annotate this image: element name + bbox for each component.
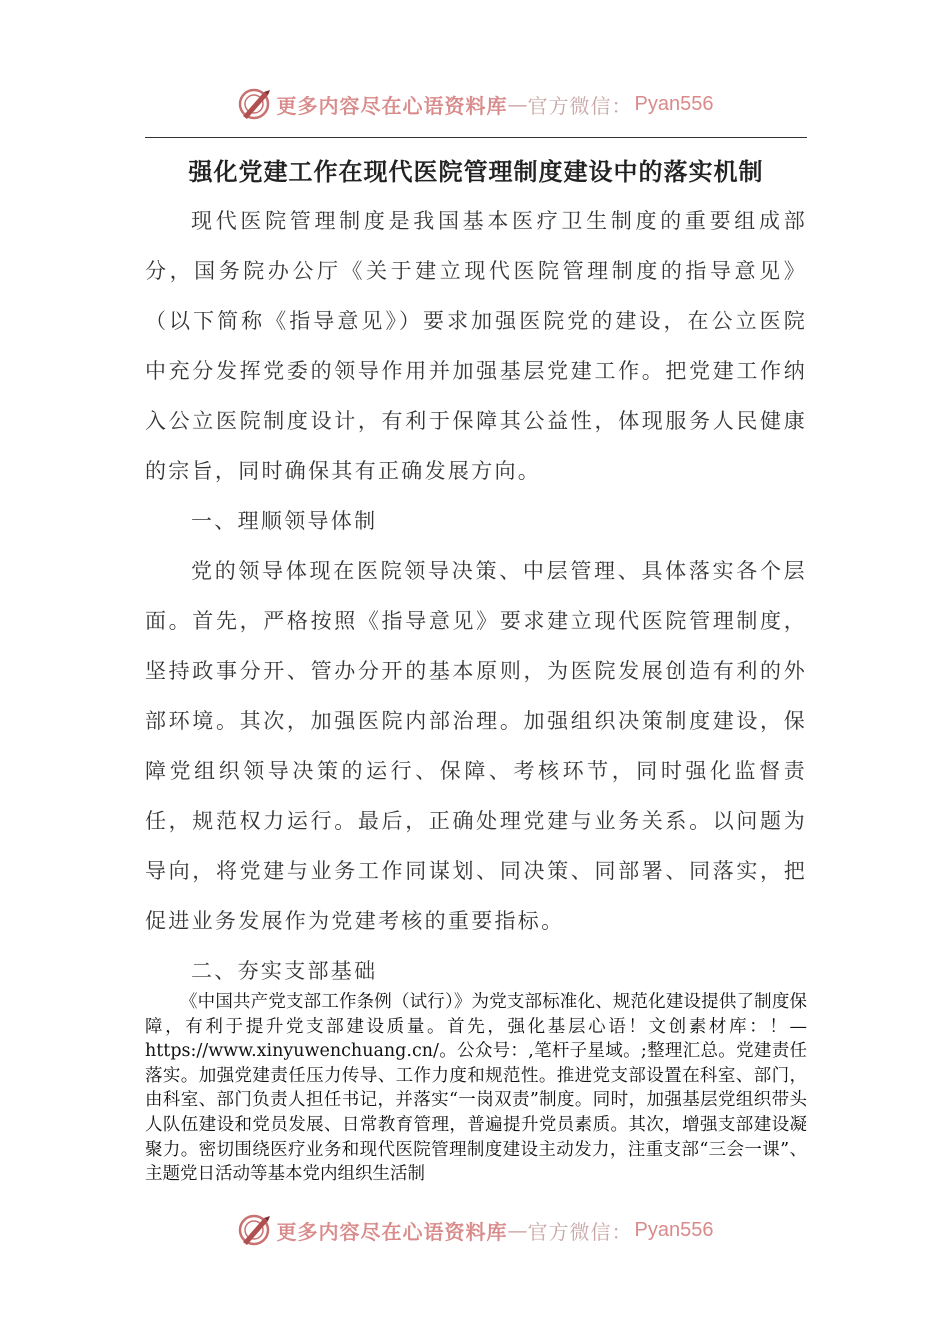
section-2-paragraph: 《中国共产党支部工作条例（试行）》为党支部标准化、规范化建设提供了制度保障，有利于提升党支部建设质量。首先，强化基层心语！文创素材库：！—https://www.xinyuwenchuang.cn/。公众号：,笔杆子星域。;整理汇总。党建责任落实。加强党建责任压力传导、工作力度和规范性。推进党支部设置在科室、部门，由科室、部门负责人担任书记，并落实“一岗双责”制度。同时，加强基层党组织带头人队伍建设和党员发展、日常教育管理，普遍提升党员素质。其次，增强支部建设凝聚力。密切围绕医疗业务和现代医院管理制度建设主动发力，注重支部“三会一课”、主题党日活动等基本党内组织生活制 [145, 992, 807, 1185]
banner-main-text: 更多内容尽在心语资料库 [276, 1219, 508, 1244]
document-body-small [145, 990, 807, 1187]
pen-logo-icon [237, 1212, 273, 1248]
footer-banner [0, 1206, 950, 1254]
banner-wechat-id: Pyan556 [634, 1218, 714, 1241]
banner-main-text: 更多内容尽在心语资料库 [276, 93, 508, 118]
banner-separator: — [507, 1218, 528, 1242]
intro-paragraph: 现代医院管理制度是我国基本医疗卫生制度的重要组成部分，国务院办公厅《关于建立现代医院管理制度的指导意见》（以下简称《指导意见》）要求加强医院党的建设，在公立医院中充分发挥党委的领导作用并加强基层党建工作。把党建工作纳入公立医院制度设计，有利于保障其公益性，体现服务人民健康的宗旨，同时确保其有正确发展方向。 [145, 209, 807, 483]
section-heading-2: 二、夯实支部基础 [191, 959, 378, 983]
banner-sub-text: 官方微信： [527, 93, 633, 118]
header-banner [0, 80, 950, 128]
document-body [145, 196, 807, 996]
banner-separator: — [507, 92, 528, 116]
document-title: 强化党建工作在现代医院管理制度建设中的落实机制 [188, 158, 764, 186]
header-rule [145, 137, 807, 138]
section-heading-1: 一、理顺领导体制 [191, 509, 378, 533]
banner-sub-text: 官方微信： [527, 1219, 633, 1244]
banner-wechat-id: Pyan556 [634, 92, 714, 115]
pen-logo-icon [237, 86, 273, 122]
section-1-paragraph: 党的领导体现在医院领导决策、中层管理、具体落实各个层面。首先，严格按照《指导意见》要求建立现代医院管理制度，坚持政事分开、管办分开的基本原则，为医院发展创造有利的外部环境。其次，加强医院内部治理。加强组织决策制度建设，保障党组织领导决策的运行、保障、考核环节，同时强化监督责任，规范权力运行。最后，正确处理党建与业务关系。以问题为导向，将党建与业务工作同谋划、同决策、同部署、同落实，把促进业务发展作为党建考核的重要指标。 [145, 559, 807, 933]
